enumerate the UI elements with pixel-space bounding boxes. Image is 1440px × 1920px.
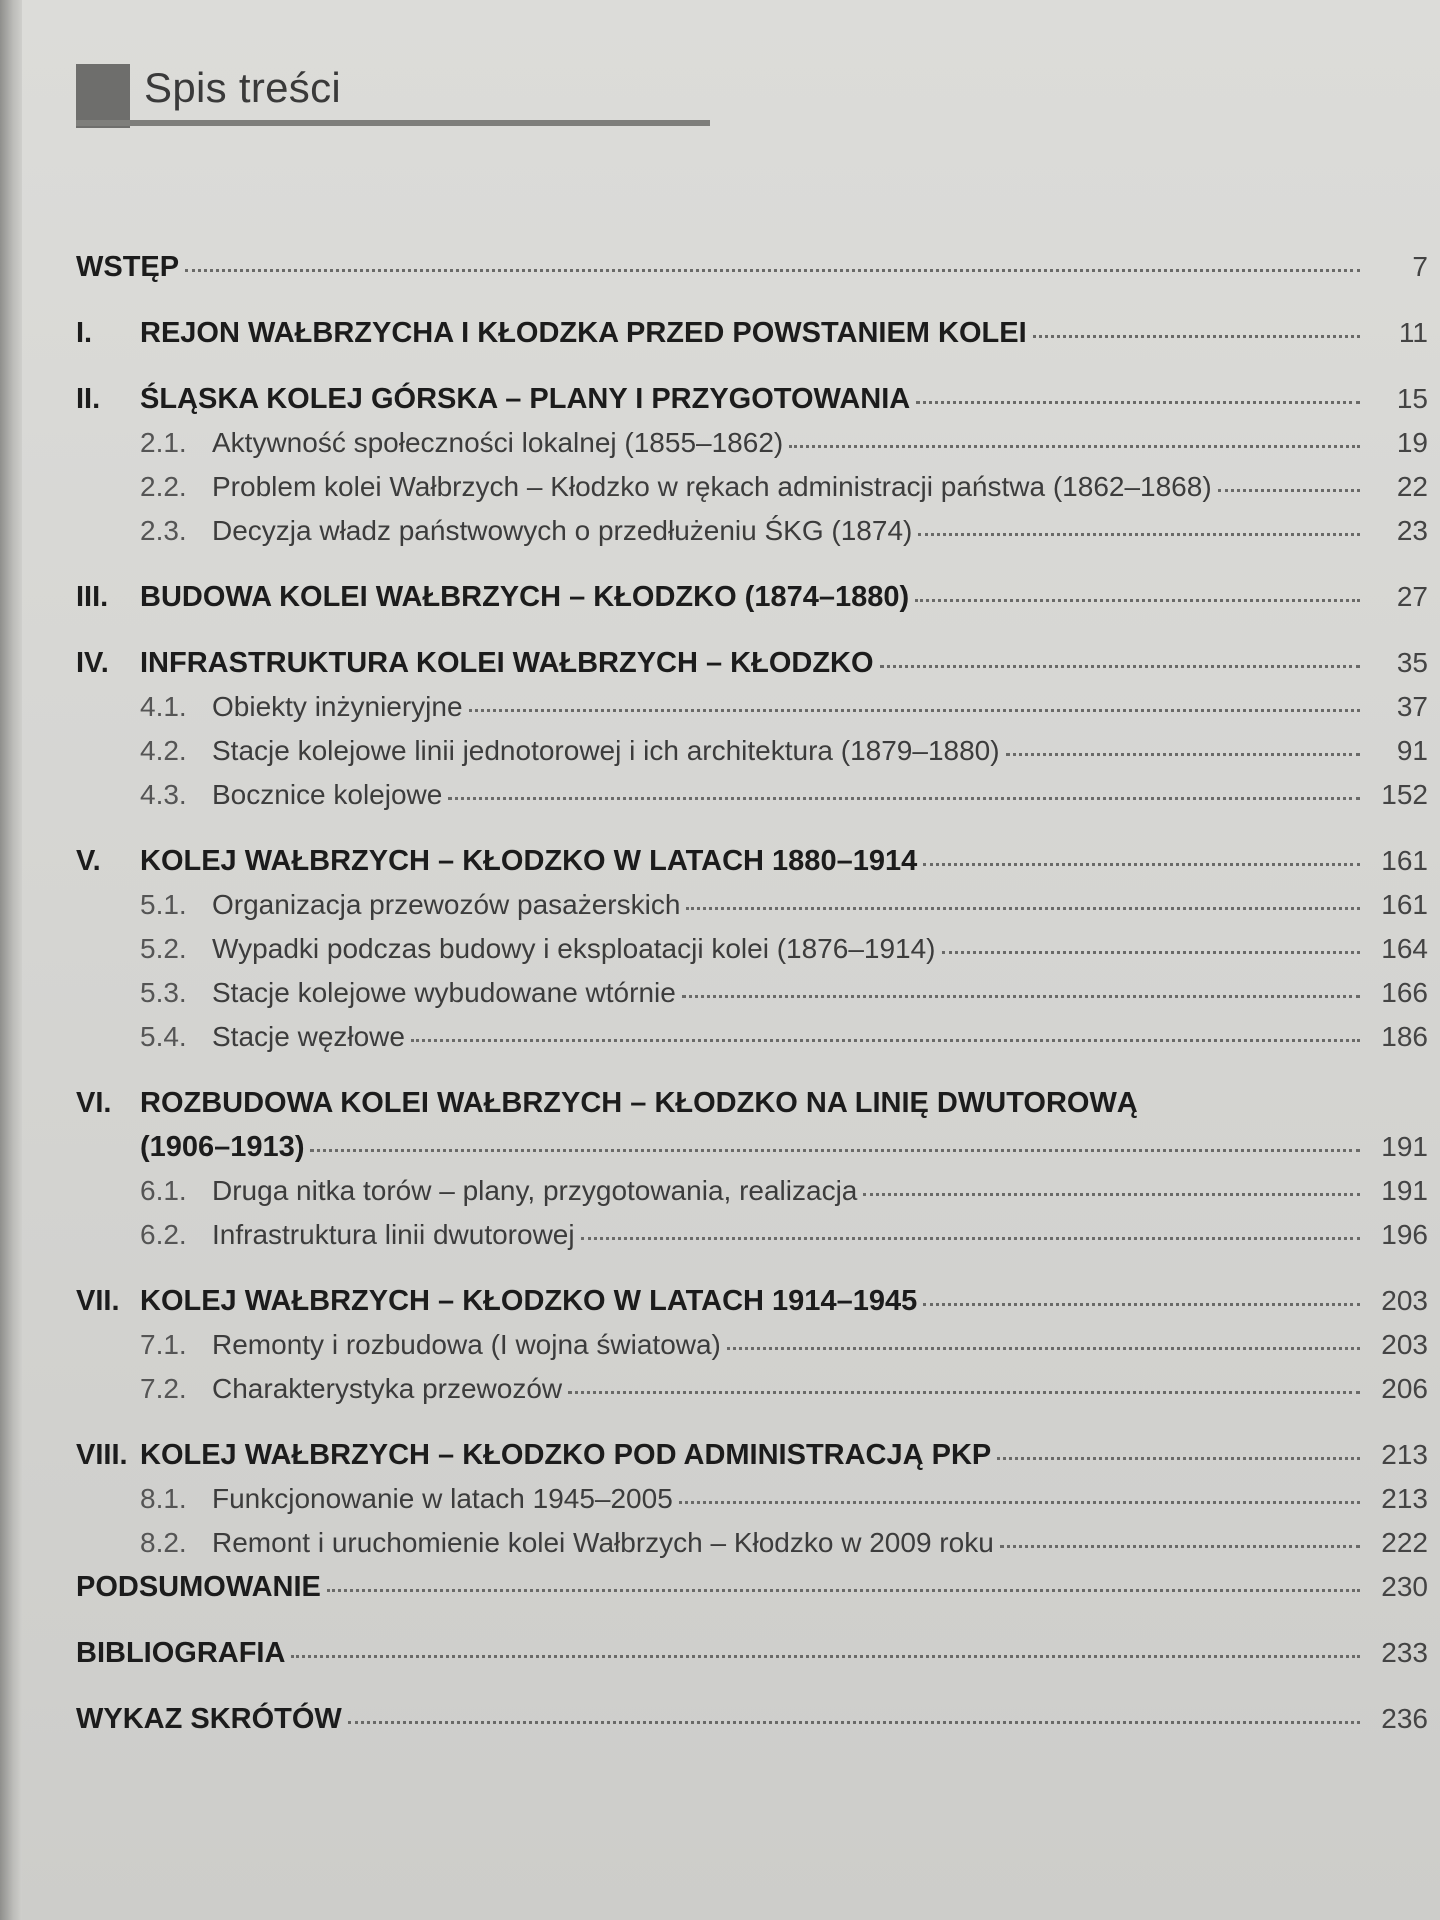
dot-leader <box>916 401 1360 404</box>
toc-section-6-1 <box>76 1169 1428 1213</box>
toc-section-2-2 <box>76 465 1428 509</box>
dot-leader <box>923 1303 1360 1306</box>
dot-leader <box>997 1457 1360 1460</box>
chapter-number: III. <box>76 581 109 613</box>
toc-chapter-3 <box>76 575 1428 619</box>
dot-leader <box>327 1589 1360 1592</box>
dot-leader <box>411 1039 1360 1042</box>
page-number: 203 <box>1381 1285 1428 1316</box>
book-spine-shadow <box>0 0 22 1920</box>
page-number: 186 <box>1381 1021 1428 1052</box>
header-block-mark <box>76 64 130 128</box>
chapter-title: INFRASTRUKTURA KOLEI WAŁBRZYCH – KŁODZKO <box>140 647 874 679</box>
section-title: Stacje węzłowe <box>212 1021 405 1052</box>
toc-chapter-8 <box>76 1433 1428 1477</box>
chapter-title: ŚLĄSKA KOLEJ GÓRSKA – PLANY I PRZYGOTOWANIA <box>140 383 911 415</box>
toc-chapter-1 <box>76 311 1428 355</box>
chapter-title: KOLEJ WAŁBRZYCH – KŁODZKO W LATACH 1914–1945 <box>140 1285 918 1317</box>
toc-chapter-2 <box>76 377 1428 421</box>
section-number: 5.2. <box>140 933 187 964</box>
page-number: 11 <box>1398 317 1428 348</box>
chapter-title-continued: (1906–1913) <box>140 1131 305 1163</box>
dot-leader <box>679 1501 1360 1504</box>
section-title: Remont i uruchomienie kolei Wałbrzych – Kłodzko w 2009 roku <box>212 1527 994 1558</box>
page-number: 19 <box>1396 427 1428 458</box>
chapter-title: KOLEJ WAŁBRZYCH – KŁODZKO W LATACH 1880–1914 <box>140 845 918 877</box>
section-number: 2.3. <box>140 515 187 546</box>
section-number: 5.1. <box>140 889 187 920</box>
chapter-number: II. <box>76 383 101 415</box>
chapter-number: IV. <box>76 647 109 679</box>
toc-section-2-1 <box>76 421 1428 465</box>
dot-leader <box>568 1391 1360 1394</box>
section-title: Druga nitka torów – plany, przygotowania, realizacja <box>212 1175 858 1206</box>
chapter-title: KOLEJ WAŁBRZYCH – KŁODZKO POD ADMINISTRACJĄ PKP <box>140 1439 992 1471</box>
chapter-number: V. <box>76 845 101 877</box>
dot-leader <box>686 907 1360 910</box>
section-number: 8.2. <box>140 1527 187 1558</box>
section-title: Obiekty inżynieryjne <box>212 691 463 722</box>
entry-label: WYKAZ SKRÓTÓW <box>76 1703 342 1735</box>
page-number: 191 <box>1381 1131 1428 1162</box>
page-number: 166 <box>1381 977 1428 1008</box>
page-number: 152 <box>1381 779 1428 810</box>
page-number: 7 <box>1412 251 1428 282</box>
toc-section-5-2 <box>76 927 1428 971</box>
entry-label: WSTĘP <box>76 251 180 283</box>
section-number: 7.2. <box>140 1373 187 1404</box>
page-number: 213 <box>1381 1439 1428 1470</box>
section-title: Wypadki podczas budowy i eksploatacji kolei (1876–1914) <box>212 933 936 964</box>
toc-section-4-3 <box>76 773 1428 817</box>
dot-leader <box>880 665 1360 668</box>
toc-section-7-1 <box>76 1323 1428 1367</box>
toc-section-5-3 <box>76 971 1428 1015</box>
section-title: Funkcjonowanie w latach 1945–2005 <box>212 1483 673 1514</box>
page-number: 91 <box>1396 735 1428 766</box>
toc-section-4-2 <box>76 729 1428 773</box>
page-number: 222 <box>1381 1527 1428 1558</box>
dot-leader <box>581 1237 1360 1240</box>
table-of-contents <box>76 245 1428 1741</box>
section-number: 6.1. <box>140 1175 187 1206</box>
section-number: 2.1. <box>140 427 187 458</box>
dot-leader <box>448 797 1360 800</box>
header-rule <box>76 120 710 126</box>
section-title: Stacje kolejowe linii jednotorowej i ich architektura (1879–1880) <box>212 735 1000 766</box>
toc-section-6-2 <box>76 1213 1428 1257</box>
page-number: 37 <box>1396 691 1428 722</box>
section-number: 4.1. <box>140 691 187 722</box>
section-title: Problem kolei Wałbrzych – Kłodzko w rękach administracji państwa (1862–1868) <box>212 471 1212 502</box>
toc-chapter-4 <box>76 641 1428 685</box>
section-number: 2.2. <box>140 471 187 502</box>
page-number: 203 <box>1381 1329 1428 1360</box>
page-number: 196 <box>1381 1219 1428 1250</box>
toc-section-2-3 <box>76 509 1428 553</box>
toc-section-5-4 <box>76 1015 1428 1059</box>
page-number: 161 <box>1381 889 1428 920</box>
section-number: 6.2. <box>140 1219 187 1250</box>
dot-leader <box>185 269 1360 272</box>
chapter-title: ROZBUDOWA KOLEI WAŁBRZYCH – KŁODZKO NA LINIĘ DWUTOROWĄ <box>140 1087 1138 1119</box>
page-number: 161 <box>1381 845 1428 876</box>
section-title: Remonty i rozbudowa (I wojna światowa) <box>212 1329 721 1360</box>
toc-chapter-6 <box>76 1081 1428 1125</box>
page-number: 233 <box>1381 1637 1428 1668</box>
toc-section-8-2 <box>76 1521 1428 1565</box>
dot-leader <box>727 1347 1360 1350</box>
chapter-number: VII. <box>76 1285 120 1317</box>
dot-leader <box>915 599 1360 602</box>
toc-entry-wstep <box>76 245 1428 289</box>
page-number: 23 <box>1396 515 1428 546</box>
section-title: Organizacja przewozów pasażerskich <box>212 889 681 920</box>
page-title: Spis treści <box>144 64 342 111</box>
section-number: 4.3. <box>140 779 187 810</box>
section-number: 7.1. <box>140 1329 187 1360</box>
entry-label: PODSUMOWANIE <box>76 1571 321 1603</box>
page-number: 213 <box>1381 1483 1428 1514</box>
page-number: 27 <box>1396 581 1428 612</box>
dot-leader <box>1006 753 1360 756</box>
section-title: Decyzja władz państwowych o przedłużeniu ŚKG (1874) <box>212 515 913 546</box>
toc-chapter-7 <box>76 1279 1428 1323</box>
page-number: 164 <box>1381 933 1428 964</box>
section-title: Charakterystyka przewozów <box>212 1373 563 1404</box>
chapter-title: REJON WAŁBRZYCHA I KŁODZKA PRZED POWSTANIEM KOLEI <box>140 317 1027 349</box>
section-number: 4.2. <box>140 735 187 766</box>
chapter-number: I. <box>76 317 93 349</box>
toc-chapter-5 <box>76 839 1428 883</box>
dot-leader <box>310 1149 1360 1152</box>
page-number: 22 <box>1396 471 1428 502</box>
chapter-number: VI. <box>76 1087 112 1119</box>
toc-section-5-1 <box>76 883 1428 927</box>
dot-leader <box>682 995 1360 998</box>
toc-section-4-1 <box>76 685 1428 729</box>
dot-leader <box>291 1655 1360 1658</box>
page-number: 230 <box>1381 1571 1428 1602</box>
toc-chapter-6-continued <box>76 1125 1428 1169</box>
dot-leader <box>918 533 1360 536</box>
section-number: 5.3. <box>140 977 187 1008</box>
page-number: 35 <box>1396 647 1428 678</box>
entry-label: BIBLIOGRAFIA <box>76 1637 286 1669</box>
dot-leader <box>1033 335 1360 338</box>
page-number: 236 <box>1381 1703 1428 1734</box>
page-number: 191 <box>1381 1175 1428 1206</box>
dot-leader <box>348 1721 1360 1724</box>
page-number: 206 <box>1381 1373 1428 1404</box>
dot-leader <box>789 445 1360 448</box>
dot-leader <box>469 709 1360 712</box>
toc-section-7-2 <box>76 1367 1428 1411</box>
toc-entry-podsumowanie <box>76 1565 1428 1609</box>
section-number: 8.1. <box>140 1483 187 1514</box>
section-title: Stacje kolejowe wybudowane wtórnie <box>212 977 676 1008</box>
dot-leader <box>1218 489 1360 492</box>
dot-leader <box>1000 1545 1360 1548</box>
dot-leader <box>923 863 1360 866</box>
section-number: 5.4. <box>140 1021 187 1052</box>
toc-section-8-1 <box>76 1477 1428 1521</box>
dot-leader <box>863 1193 1360 1196</box>
toc-entry-bibliografia <box>76 1631 1428 1675</box>
section-title: Bocznice kolejowe <box>212 779 443 810</box>
toc-entry-wykaz-skrotow <box>76 1697 1428 1741</box>
page-number: 15 <box>1396 383 1428 414</box>
toc-header <box>76 62 710 130</box>
section-title: Aktywność społeczności lokalnej (1855–1862) <box>212 427 784 458</box>
chapter-title: BUDOWA KOLEI WAŁBRZYCH – KŁODZKO (1874–1880) <box>140 581 910 613</box>
chapter-number: VIII. <box>76 1439 128 1471</box>
section-title: Infrastruktura linii dwutorowej <box>212 1219 575 1250</box>
dot-leader <box>942 951 1360 954</box>
